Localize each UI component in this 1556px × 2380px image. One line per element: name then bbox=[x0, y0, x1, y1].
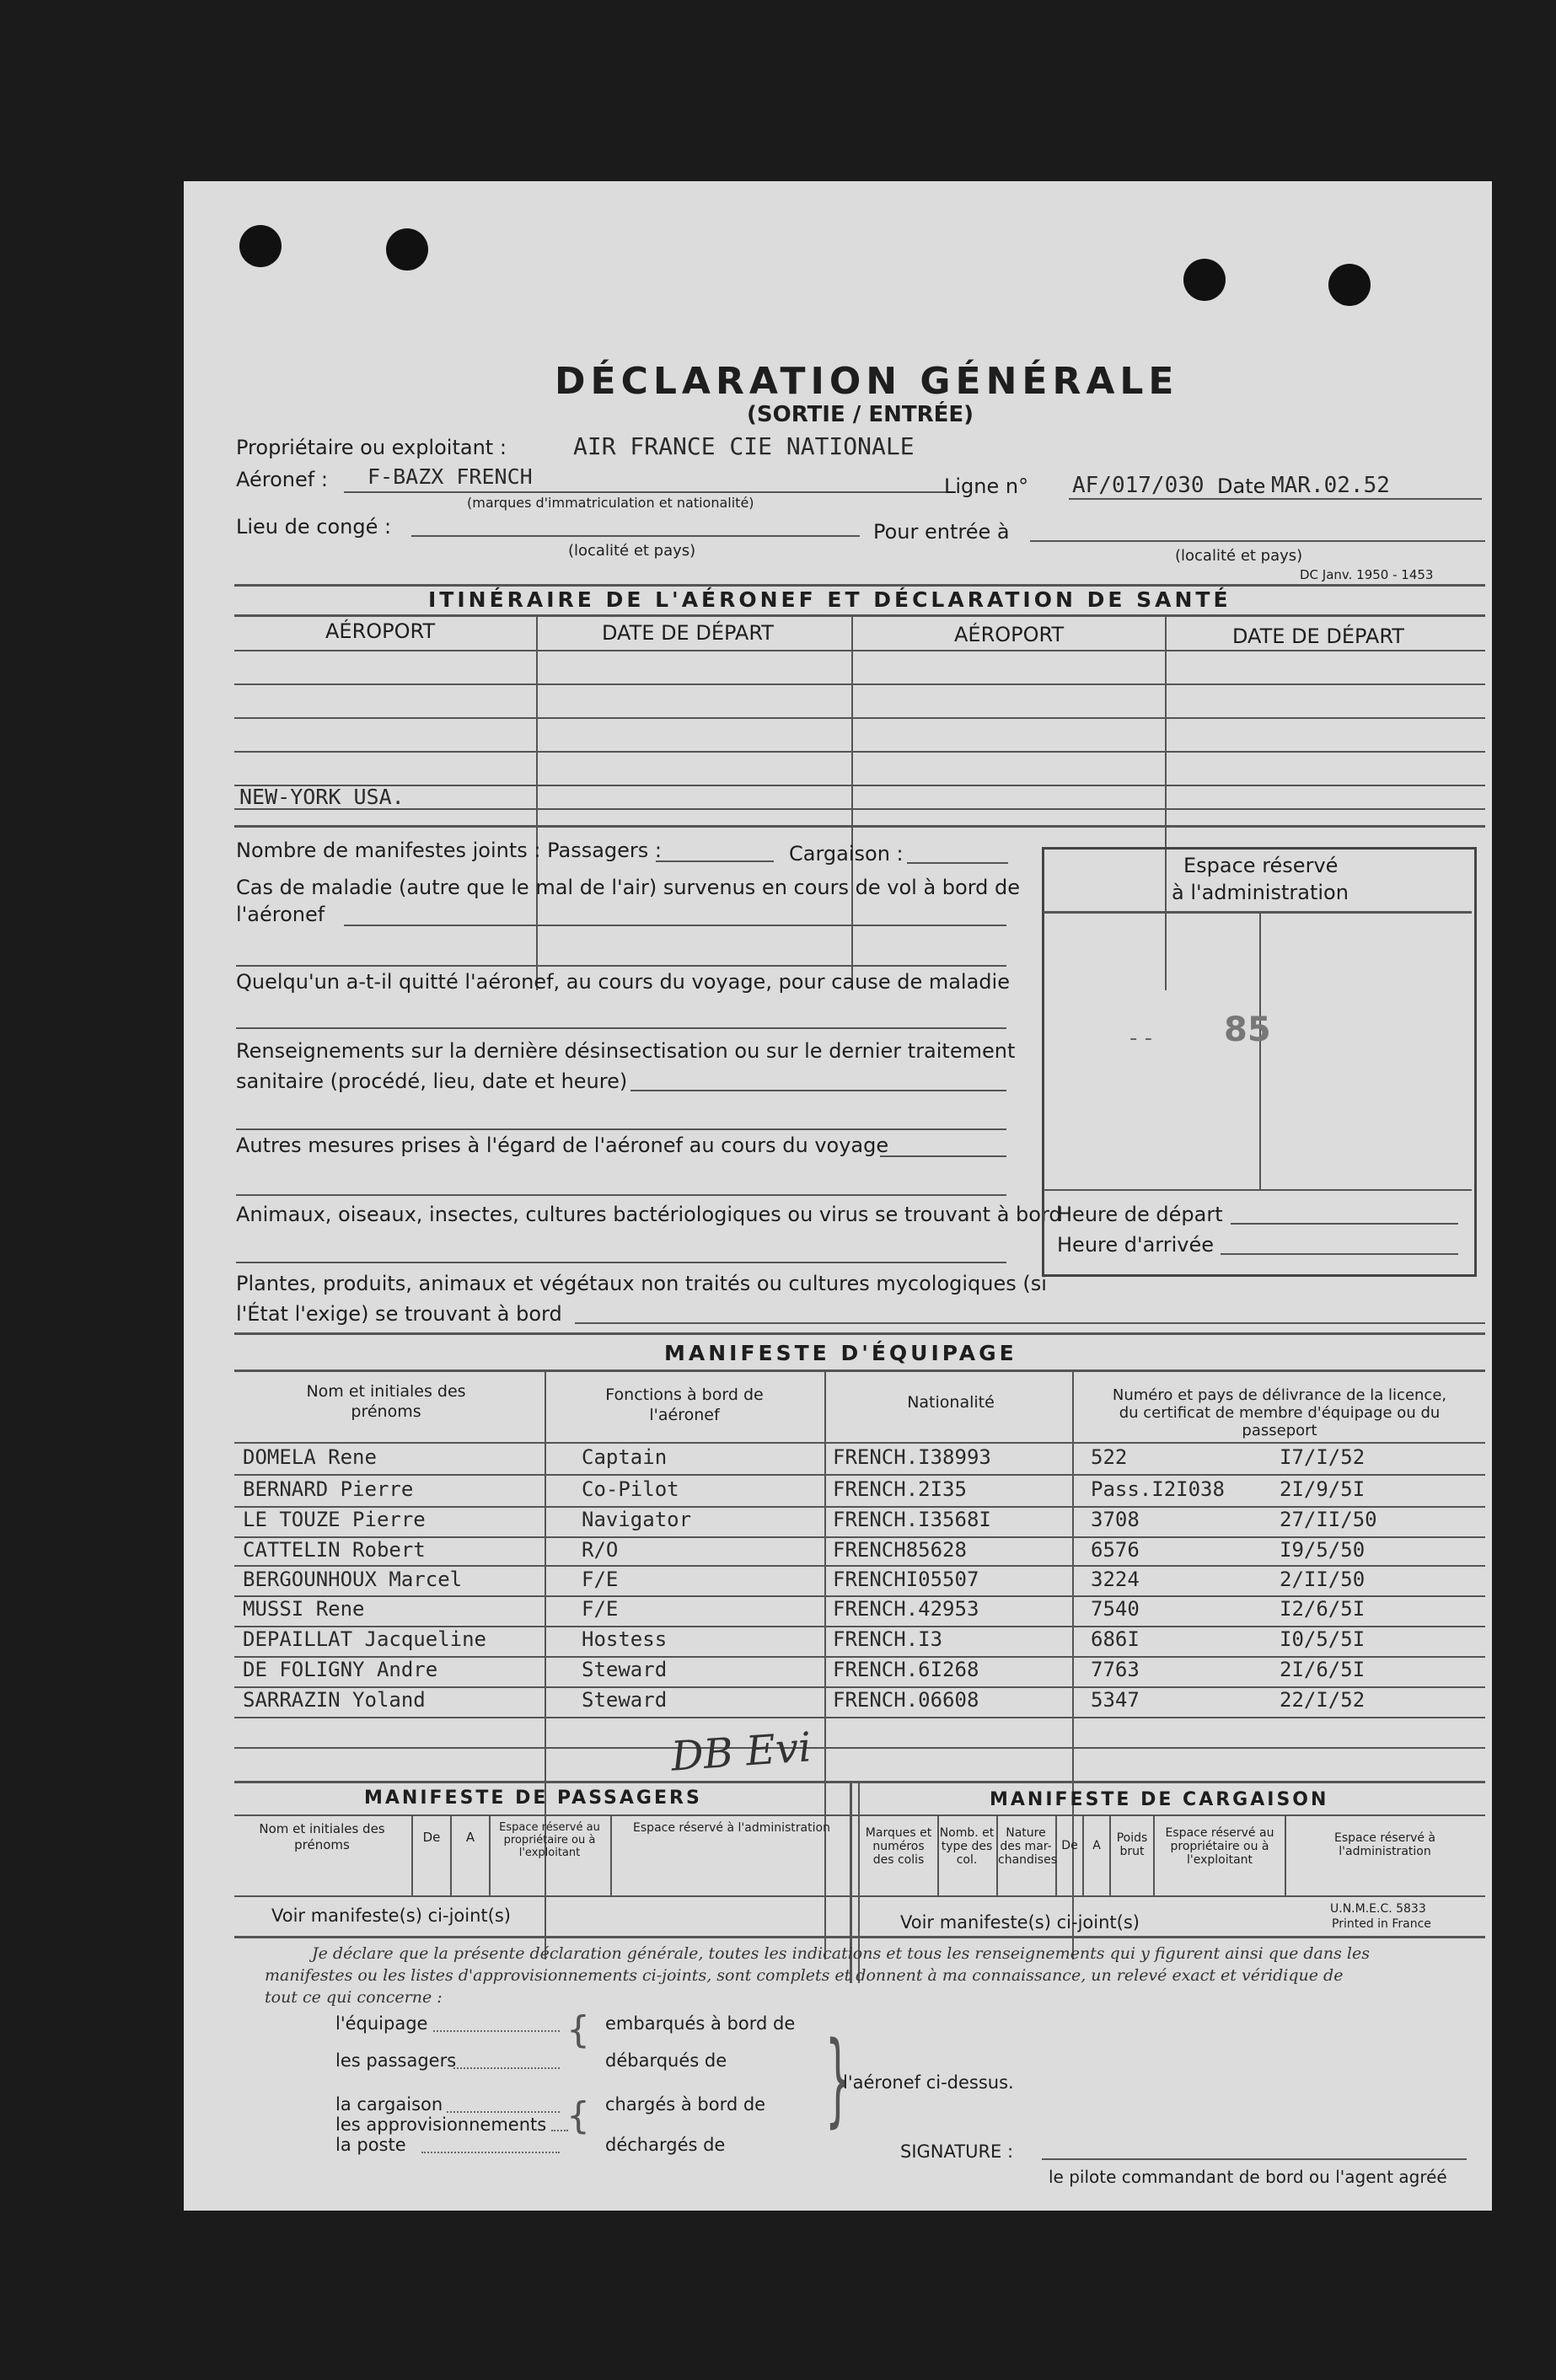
owner-label: Propriétaire ou exploitant : bbox=[236, 436, 507, 459]
crew-licence-number: 7540 bbox=[1091, 1597, 1140, 1621]
crew-header-nationality: Nationalité bbox=[907, 1393, 995, 1412]
cargo-header-admin-space: Espace réservé à l'administration bbox=[1333, 1831, 1436, 1858]
crew-manifest-title: MANIFESTE D'ÉQUIPAGE bbox=[664, 1341, 1017, 1365]
manifests-count-label: Nombre de manifestes joints : Passagers : bbox=[236, 839, 662, 862]
illness-label-2: l'aéronef bbox=[236, 903, 325, 926]
declaration-aircraft: l'aéronef ci-dessus. bbox=[843, 2072, 1014, 2093]
disinsectisation-label-1: Renseignements sur la dernière désinsectisation ou sur le dernier traitement bbox=[236, 1039, 1016, 1063]
crew-nationality: FRENCH.2I35 bbox=[833, 1477, 967, 1501]
form-reference: DC Janv. 1950 - 1453 bbox=[1300, 567, 1434, 582]
crew-licence-number: 3708 bbox=[1091, 1508, 1140, 1531]
entry-place-label: Pour entrée à bbox=[873, 520, 1010, 544]
crew-licence-date: 2I/9/5I bbox=[1280, 1477, 1366, 1501]
crew-header-name: Nom et initiales des prénoms bbox=[306, 1382, 466, 1421]
crew-licence-date: I9/5/50 bbox=[1280, 1538, 1366, 1562]
disinsectisation-label-2: sanitaire (procédé, lieu, date et heure) bbox=[236, 1069, 628, 1093]
crew-nationality: FRENCHI05507 bbox=[833, 1568, 979, 1591]
form-title: DÉCLARATION GÉNÉRALE bbox=[555, 360, 1179, 403]
crew-function: F/E bbox=[582, 1568, 619, 1591]
crew-licence-number: 522 bbox=[1091, 1445, 1128, 1469]
plants-label-2: l'État l'exige) se trouvant à bord bbox=[236, 1302, 562, 1326]
crew-licence-number: Pass.I2I038 bbox=[1091, 1477, 1225, 1501]
crew-function: Steward bbox=[582, 1688, 668, 1712]
animals-label: Animaux, oiseaux, insectes, cultures bactériologiques ou virus se trouvant à bord bbox=[236, 1203, 1062, 1226]
cargo-print-code: U.N.M.E.C. 5833 bbox=[1330, 1902, 1426, 1916]
crew-nationality: FRENCH.I38993 bbox=[833, 1445, 991, 1469]
entry-place-note: (localité et pays) bbox=[1175, 547, 1303, 565]
declaration-bracket-3: } bbox=[824, 2021, 851, 2138]
itinerary-header-airport-1: AÉROPORT bbox=[325, 619, 436, 643]
punch-hole bbox=[239, 225, 282, 267]
crew-licence-number: 5347 bbox=[1091, 1688, 1140, 1712]
crew-licence-number: 6576 bbox=[1091, 1538, 1140, 1562]
cargo-print-origin: Printed in France bbox=[1332, 1917, 1431, 1931]
declaration-text-3: tout ce qui concerne : bbox=[265, 1988, 443, 2007]
aircraft-value: F-BAZX FRENCH bbox=[368, 464, 533, 489]
crew-licence-date: I7/I/52 bbox=[1280, 1445, 1366, 1469]
passenger-header-admin-space: Espace réservé à l'administration bbox=[633, 1821, 830, 1835]
cargo-count-label: Cargaison : bbox=[789, 842, 904, 866]
crew-licence-date: 27/II/50 bbox=[1280, 1508, 1377, 1531]
line-value: AF/017/030 bbox=[1072, 473, 1205, 498]
declaration-disembarked: débarqués de bbox=[605, 2050, 727, 2071]
crew-nationality: FRENCH.06608 bbox=[833, 1688, 979, 1712]
cargo-header-marks: Marques et numéros des colis bbox=[865, 1826, 932, 1867]
owner-value: AIR FRANCE CIE NATIONALE bbox=[573, 432, 915, 460]
crew-licence-date: I2/6/5I bbox=[1280, 1597, 1366, 1621]
crew-function: Captain bbox=[582, 1445, 668, 1469]
declaration-cargo: la cargaison bbox=[335, 2094, 443, 2115]
crew-name: DEPAILLAT Jacqueline bbox=[243, 1627, 486, 1651]
cargo-header-count: Nomb. et type des col. bbox=[939, 1826, 995, 1867]
crew-name: MUSSI Rene bbox=[243, 1597, 365, 1621]
crew-licence-number: 3224 bbox=[1091, 1568, 1140, 1591]
crew-licence-number: 7763 bbox=[1091, 1658, 1140, 1681]
left-aircraft-label: Quelqu'un a-t-il quitté l'aéronef, au cours du voyage, pour cause de maladie bbox=[236, 970, 1010, 994]
itinerary-airport-value: NEW-YORK USA. bbox=[239, 785, 405, 809]
crew-header-function: Fonctions à bord de l'aéronef bbox=[605, 1386, 764, 1424]
crew-licence-date: I0/5/5I bbox=[1280, 1627, 1366, 1651]
punch-hole bbox=[1183, 259, 1226, 301]
declaration-bracket-1: { bbox=[566, 2008, 590, 2051]
crew-function: Steward bbox=[582, 1658, 668, 1681]
punch-hole bbox=[1328, 264, 1371, 306]
crew-nationality: FRENCH85628 bbox=[833, 1538, 967, 1562]
crew-nationality: FRENCH.I3 bbox=[833, 1627, 943, 1651]
crew-name: SARRAZIN Yoland bbox=[243, 1688, 426, 1712]
departure-place-label: Lieu de congé : bbox=[236, 515, 392, 539]
signer-caption: le pilote commandant de bord ou l'agent agréé bbox=[1049, 2167, 1447, 2187]
declaration-passengers: les passagers bbox=[335, 2050, 457, 2071]
cargo-header-owner-space: Espace réservé au propriétaire ou à l'exploitant bbox=[1165, 1826, 1274, 1867]
declaration-supplies: les approvisionnements bbox=[335, 2115, 547, 2135]
crew-signature: DB Evi bbox=[669, 1723, 813, 1781]
crew-header-licence: Numéro et pays de délivrance de la licence, du certificat de membre d'équipage ou du passeport bbox=[1112, 1386, 1447, 1439]
signature-label: SIGNATURE : bbox=[900, 2141, 1014, 2162]
crew-licence-date: 22/I/52 bbox=[1280, 1688, 1366, 1712]
declaration-text-1: Je déclare que la présente déclaration générale, toutes les indications et tous les renseignements qui y figurent ainsi que dans les bbox=[312, 1944, 1370, 1963]
plants-label-1: Plantes, produits, animaux et végétaux non traités ou cultures mycologiques (si bbox=[236, 1272, 1047, 1295]
crew-licence-date: 2I/6/5I bbox=[1280, 1658, 1366, 1681]
declaration-text-2: manifestes ou les listes d'approvisionnements ci-joints, sont complets et donnent à ma connaissance, un relevé exact et véridique de bbox=[265, 1966, 1344, 1985]
itinerary-header-date-1: DATE DE DÉPART bbox=[602, 621, 774, 645]
date-value: MAR.02.52 bbox=[1271, 473, 1390, 498]
crew-name: LE TOUZE Pierre bbox=[243, 1508, 426, 1531]
punch-hole bbox=[386, 228, 428, 271]
passenger-header-owner-space: Espace réservé au propriétaire ou à l'exploitant bbox=[499, 1821, 600, 1859]
crew-function: F/E bbox=[582, 1597, 619, 1621]
crew-nationality: FRENCH.42953 bbox=[833, 1597, 979, 1621]
declaration-loaded: chargés à bord de bbox=[605, 2094, 766, 2115]
crew-licence-number: 686I bbox=[1091, 1627, 1140, 1651]
declaration-embarked: embarqués à bord de bbox=[605, 2013, 796, 2034]
admin-stamp-dash: - - bbox=[1129, 1026, 1153, 1051]
itinerary-title: ITINÉRAIRE DE L'AÉRONEF ET DÉCLARATION DE SANTÉ bbox=[428, 587, 1231, 612]
crew-function: Hostess bbox=[582, 1627, 668, 1651]
admin-title-1: Espace réservé bbox=[1183, 854, 1339, 877]
crew-name: BERNARD Pierre bbox=[243, 1477, 414, 1501]
crew-function: Co-Pilot bbox=[582, 1477, 679, 1501]
departure-place-note: (localité et pays) bbox=[568, 542, 696, 560]
illness-label-1: Cas de maladie (autre que le mal de l'air) survenus en cours de vol à bord de bbox=[236, 876, 1020, 899]
cargo-header-weight: Poids brut bbox=[1116, 1831, 1148, 1858]
itinerary-header-airport-2: AÉROPORT bbox=[954, 623, 1065, 646]
declaration-unloaded: déchargés de bbox=[605, 2135, 726, 2155]
aircraft-note: (marques d'immatriculation et nationalité) bbox=[467, 495, 754, 511]
other-measures-label: Autres mesures prises à l'égard de l'aéronef au cours du voyage bbox=[236, 1134, 889, 1157]
admin-title-2: à l'administration bbox=[1172, 881, 1349, 904]
cargo-manifest-title: MANIFESTE DE CARGAISON bbox=[990, 1789, 1329, 1810]
crew-licence-date: 2/II/50 bbox=[1280, 1568, 1366, 1591]
cargo-header-from: De bbox=[1061, 1839, 1078, 1852]
passenger-header-name: Nom et initiales des prénoms bbox=[259, 1821, 385, 1852]
arrival-time-label: Heure d'arrivée bbox=[1057, 1233, 1215, 1257]
admin-stamp-number: 85 bbox=[1224, 1010, 1271, 1049]
passenger-manifest-footer: Voir manifeste(s) ci-joint(s) bbox=[271, 1906, 511, 1926]
declaration-crew: l'équipage bbox=[335, 2013, 428, 2034]
crew-name: DE FOLIGNY Andre bbox=[243, 1658, 438, 1681]
crew-name: BERGOUNHOUX Marcel bbox=[243, 1568, 463, 1591]
declaration-bracket-2: { bbox=[566, 2094, 590, 2137]
declaration-form bbox=[184, 181, 1492, 2211]
crew-function: R/O bbox=[582, 1538, 619, 1562]
declaration-mail: la poste bbox=[335, 2135, 406, 2155]
passenger-header-from: De bbox=[422, 1830, 441, 1845]
aircraft-label: Aéronef : bbox=[236, 468, 328, 491]
cargo-header-nature: Nature des mar- chandises bbox=[998, 1826, 1057, 1867]
crew-name: CATTELIN Robert bbox=[243, 1538, 426, 1562]
form-subtitle: (SORTIE / ENTRÉE) bbox=[747, 402, 974, 427]
crew-nationality: FRENCH.6I268 bbox=[833, 1658, 979, 1681]
cargo-manifest-footer: Voir manifeste(s) ci-joint(s) bbox=[900, 1912, 1140, 1932]
passenger-manifest-title: MANIFESTE DE PASSAGERS bbox=[364, 1788, 702, 1809]
line-label: Ligne n° bbox=[944, 474, 1029, 498]
departure-time-label: Heure de départ bbox=[1057, 1203, 1223, 1226]
crew-name: DOMELA Rene bbox=[243, 1445, 377, 1469]
crew-nationality: FRENCH.I3568I bbox=[833, 1508, 991, 1531]
passenger-header-to: A bbox=[465, 1830, 475, 1845]
itinerary-header-date-2: DATE DE DÉPART bbox=[1232, 624, 1404, 648]
date-label: Date bbox=[1217, 474, 1266, 498]
crew-function: Navigator bbox=[582, 1508, 692, 1531]
cargo-header-to: A bbox=[1092, 1839, 1101, 1852]
